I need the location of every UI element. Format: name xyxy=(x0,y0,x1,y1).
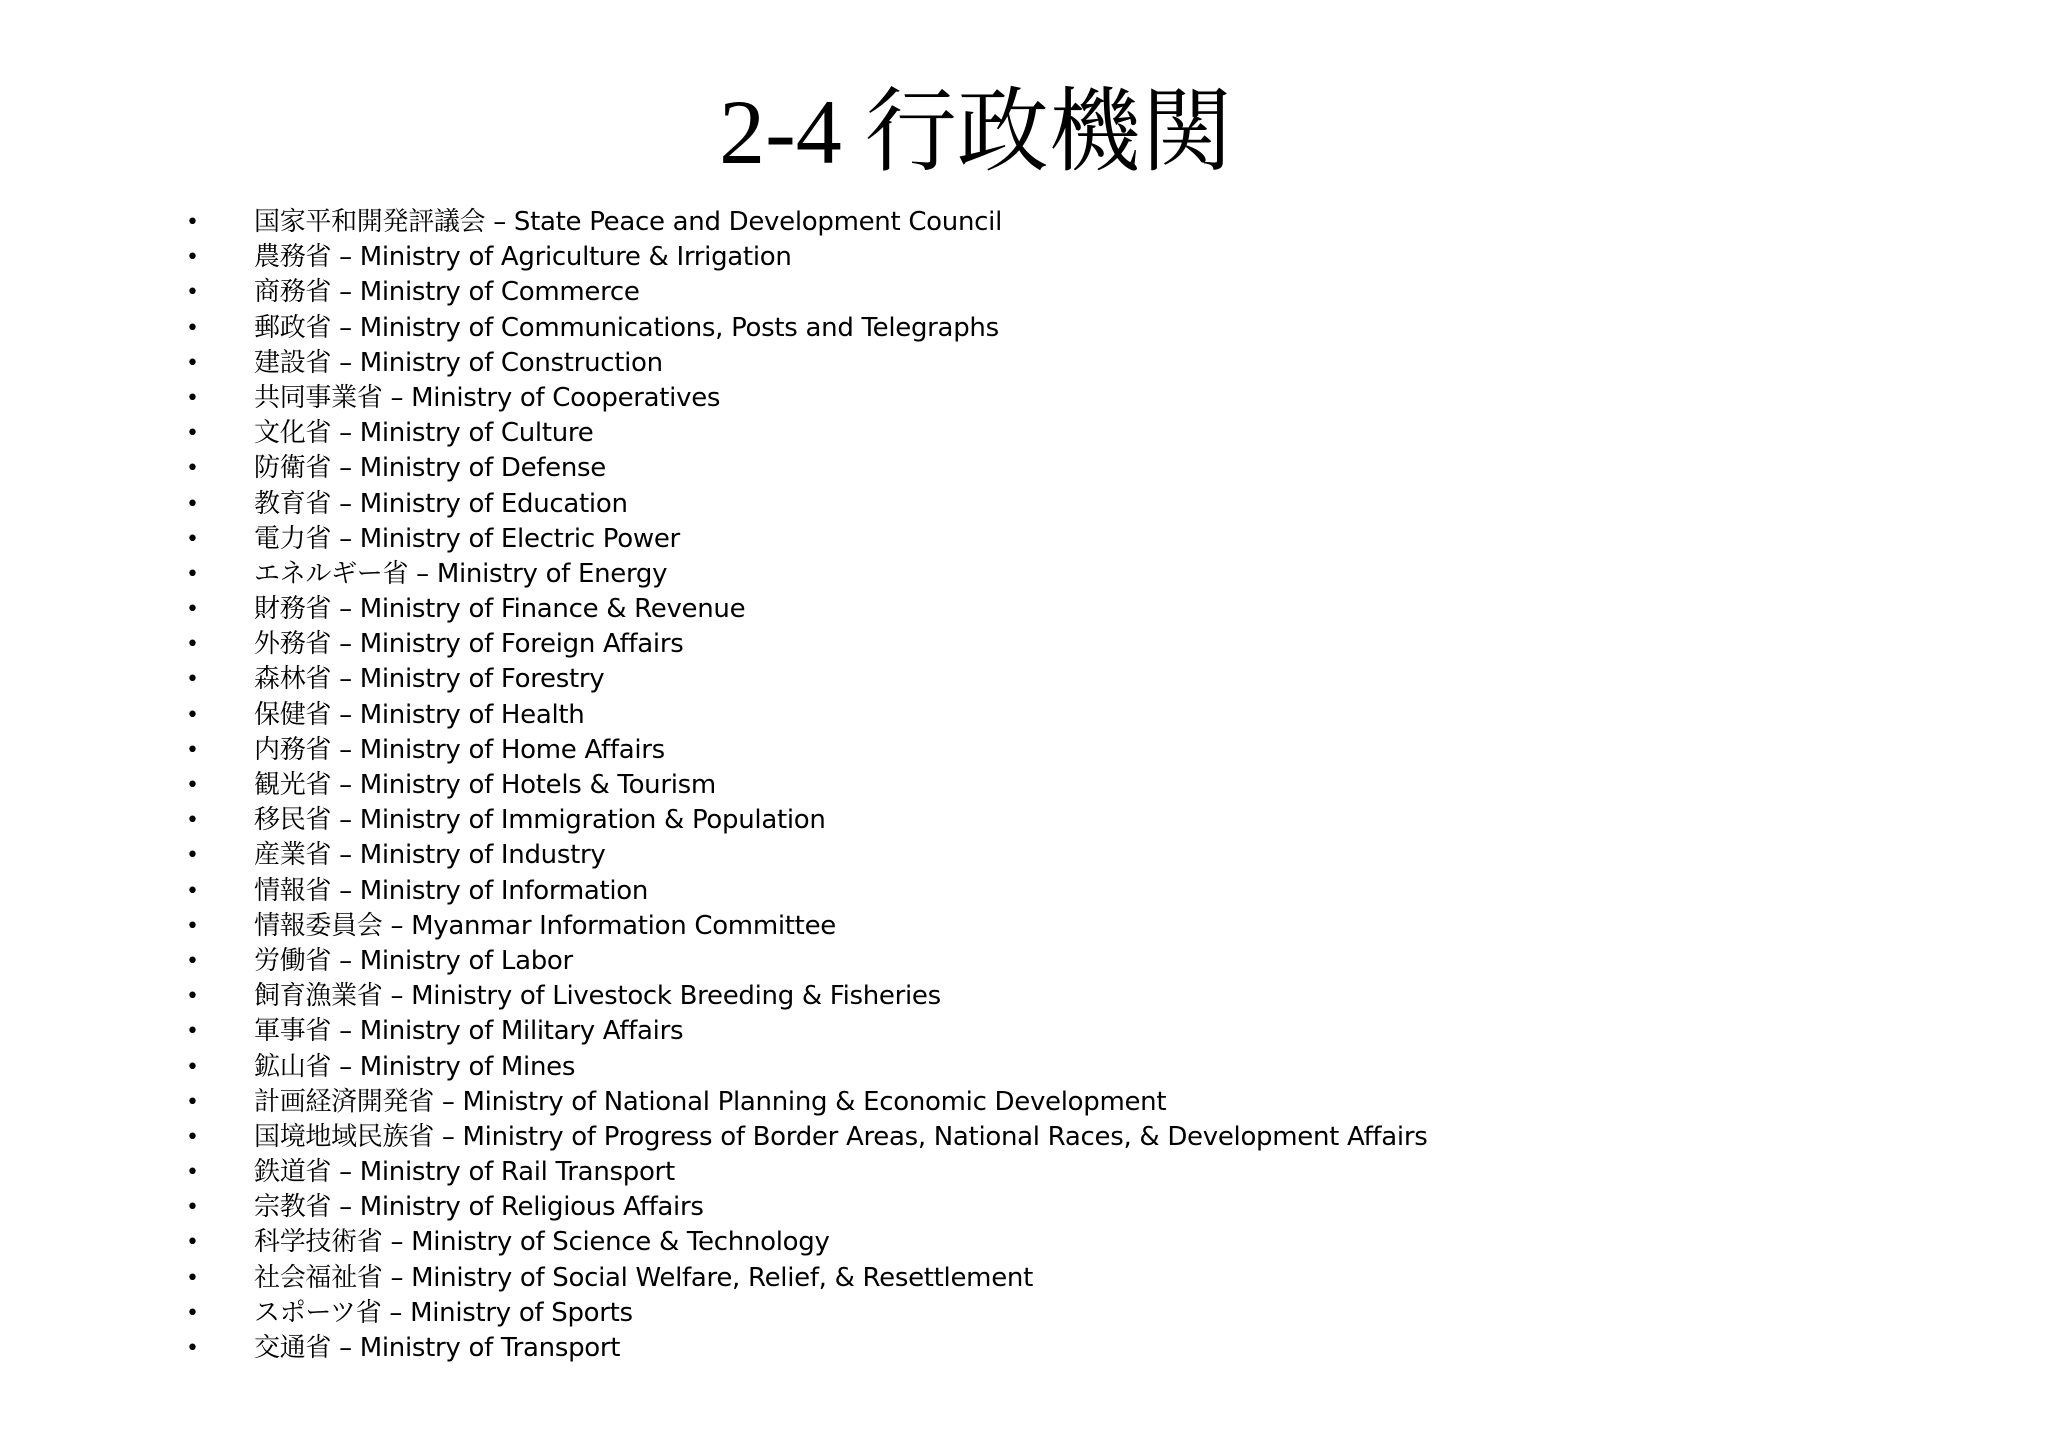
ministry-list xyxy=(0,205,2048,1366)
bullet-icon: • xyxy=(186,1265,199,1291)
list-item-text: 国家平和開発評議会 – State Peace and Development Council xyxy=(254,207,1002,237)
bullet-icon: • xyxy=(186,632,199,658)
list-item xyxy=(0,522,2048,557)
list-item xyxy=(0,205,2048,240)
bullet-icon: • xyxy=(186,210,199,235)
list-item-text: 鉱山省 – Ministry of Mines xyxy=(254,1051,576,1082)
list-item xyxy=(0,1296,2048,1331)
bullet-icon: • xyxy=(186,702,199,728)
list-item xyxy=(0,275,2048,310)
list-item xyxy=(0,874,2048,909)
list-item-text: 情報委員会 – Myanmar Information Committee xyxy=(254,910,836,941)
list-item-text: 国境地域民族省 – Ministry of Progress of Border Areas, National Races, & Development Affairs xyxy=(254,1121,1428,1152)
list-item-text: 観光省 – Ministry of Hotels & Tourism xyxy=(254,770,716,800)
list-item xyxy=(0,1120,2048,1155)
list-item xyxy=(0,1190,2048,1225)
list-item xyxy=(0,627,2048,662)
list-item-text: 移民省 – Ministry of Immigration & Population xyxy=(254,805,826,836)
bullet-icon: • xyxy=(186,948,199,974)
bullet-icon: • xyxy=(186,597,199,623)
list-item-text: エネルギー省 – Ministry of Energy xyxy=(254,558,668,589)
bullet-icon: • xyxy=(186,421,199,447)
list-item xyxy=(0,311,2048,346)
bullet-icon: • xyxy=(186,1089,199,1115)
bullet-icon: • xyxy=(186,385,199,411)
list-item xyxy=(0,240,2048,275)
bullet-icon: • xyxy=(186,773,199,798)
bullet-icon: • xyxy=(186,737,199,763)
list-item xyxy=(0,487,2048,522)
list-item xyxy=(0,1050,2048,1085)
bullet-icon: • xyxy=(186,491,199,517)
list-item-text: 共同事業省 – Ministry of Cooperatives xyxy=(254,382,721,413)
list-item xyxy=(0,768,2048,803)
list-item-text: 森林省 – Ministry of Forestry xyxy=(254,664,605,695)
bullet-icon: • xyxy=(186,1124,199,1150)
list-item-text: 情報省 – Ministry of Information xyxy=(254,875,649,906)
bullet-icon: • xyxy=(186,315,199,341)
list-item-text: 軍事省 – Ministry of Military Affairs xyxy=(254,1016,684,1047)
list-item-text: 交通省 – Ministry of Transport xyxy=(254,1333,621,1363)
list-item xyxy=(0,346,2048,381)
list-item-text: 産業省 – Ministry of Industry xyxy=(254,840,606,871)
list-item-text: 財務省 – Ministry of Finance & Revenue xyxy=(254,594,746,625)
list-item xyxy=(0,733,2048,768)
list-item-text: 科学技術省 – Ministry of Science & Technology xyxy=(254,1227,830,1258)
bullet-icon: • xyxy=(186,1019,199,1045)
bullet-icon: • xyxy=(186,526,199,552)
bullet-icon: • xyxy=(186,667,199,693)
bullet-icon: • xyxy=(186,1230,199,1256)
list-item-text: 宗教省 – Ministry of Religious Affairs xyxy=(254,1192,704,1223)
list-item-text: 文化省 – Ministry of Culture xyxy=(254,418,594,449)
list-item xyxy=(0,1085,2048,1120)
list-item xyxy=(0,1331,2048,1366)
list-item-text: スポーツ省 – Ministry of Sports xyxy=(254,1297,633,1328)
list-item xyxy=(0,662,2048,697)
list-item xyxy=(0,698,2048,733)
list-item-text: 防衛省 – Ministry of Defense xyxy=(254,453,606,484)
bullet-icon: • xyxy=(186,843,199,869)
bullet-icon: • xyxy=(186,350,199,376)
list-item-text: 社会福祉省 – Ministry of Social Welfare, Relief, & Resettlement xyxy=(254,1262,1033,1293)
list-item xyxy=(0,979,2048,1014)
list-item-text: 計画経済開発省 – Ministry of National Planning & Economic Development xyxy=(254,1086,1167,1117)
list-item xyxy=(0,803,2048,838)
list-item-text: 保健省 – Ministry of Health xyxy=(254,699,585,730)
page-title: 2-4 行政機関 xyxy=(719,81,1233,183)
list-item xyxy=(0,909,2048,944)
bullet-icon: • xyxy=(186,280,199,306)
list-item-text: 鉄道省 – Ministry of Rail Transport xyxy=(254,1157,675,1188)
bullet-icon: • xyxy=(186,808,199,834)
list-item-text: 電力省 – Ministry of Electric Power xyxy=(254,523,680,554)
list-item-text: 教育省 – Ministry of Education xyxy=(254,488,628,519)
bullet-icon: • xyxy=(186,245,199,271)
bullet-icon: • xyxy=(186,1054,199,1080)
list-item xyxy=(0,451,2048,486)
bullet-icon: • xyxy=(186,1195,199,1221)
list-item-text: 郵政省 – Ministry of Communications, Posts and Telegraphs xyxy=(254,312,999,343)
list-item xyxy=(0,944,2048,979)
list-item-text: 労働省 – Ministry of Labor xyxy=(254,945,573,976)
list-item-text: 外務省 – Ministry of Foreign Affairs xyxy=(254,629,684,660)
list-item xyxy=(0,1155,2048,1190)
list-item xyxy=(0,381,2048,416)
bullet-icon: • xyxy=(186,456,199,482)
bullet-icon: • xyxy=(186,1160,199,1186)
list-item-text: 飼育漁業省 – Ministry of Livestock Breeding & Fisheries xyxy=(254,981,941,1012)
bullet-icon: • xyxy=(186,1300,199,1326)
list-item xyxy=(0,1225,2048,1260)
list-item-text: 内務省 – Ministry of Home Affairs xyxy=(254,734,665,765)
list-item-text: 商務省 – Ministry of Commerce xyxy=(254,277,640,308)
list-item xyxy=(0,1014,2048,1049)
list-item-text: 建設省 – Ministry of Construction xyxy=(254,347,663,378)
bullet-icon: • xyxy=(186,913,199,939)
bullet-icon: • xyxy=(186,984,199,1010)
list-item xyxy=(0,592,2048,627)
list-item xyxy=(0,838,2048,873)
list-item-text: 農務省 – Ministry of Agriculture & Irrigation xyxy=(254,242,792,273)
bullet-icon: • xyxy=(186,561,199,587)
bullet-icon: • xyxy=(186,878,199,904)
list-item xyxy=(0,1261,2048,1296)
bullet-icon: • xyxy=(186,1336,199,1361)
list-item xyxy=(0,557,2048,592)
list-item xyxy=(0,416,2048,451)
